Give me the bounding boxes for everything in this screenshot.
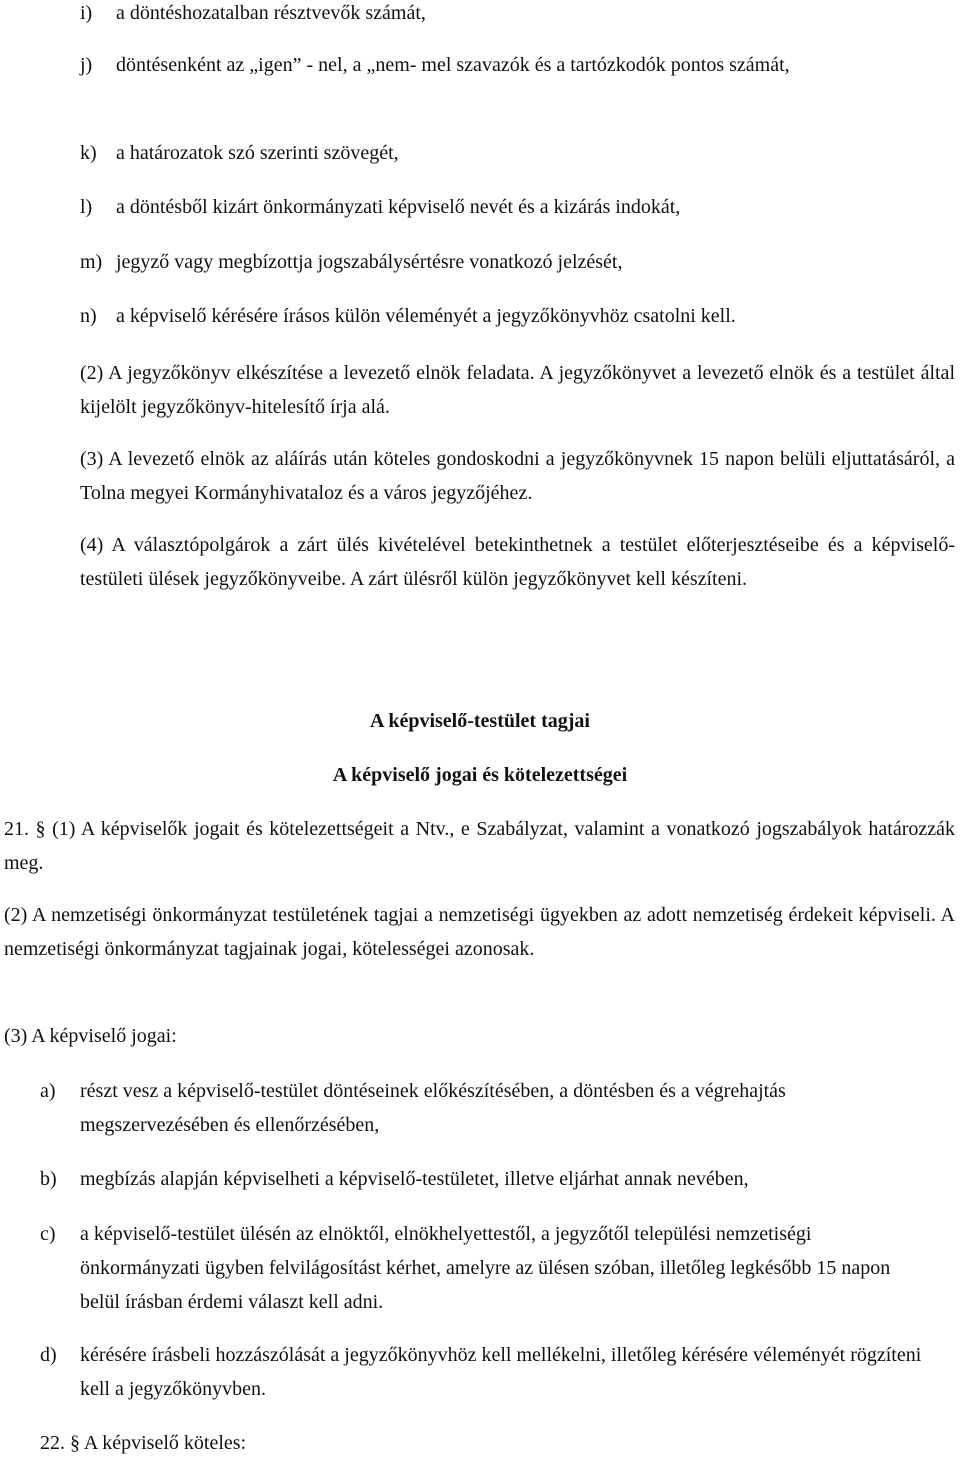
paragraph-4: (4) A választópolgárok a zárt ülés kivételével betekinthetnek a testület előterjesztéseibe és a képviselő-testületi ülések jegyzőkönyveibe. A zárt ülésről külön jegyzőkönyvet kell készíteni. [80, 534, 955, 590]
list-item-b [40, 1162, 940, 1196]
section-subheading: A képviselő jogai és kötelezettségei [332, 764, 628, 786]
list-item-l [80, 190, 955, 224]
list-item-label: m) [80, 251, 103, 273]
list-item-c [40, 1217, 940, 1319]
list-item-label: j) [80, 54, 93, 76]
list-item-label: i) [80, 2, 93, 24]
list-item-i [80, 0, 955, 30]
list-item-n [80, 299, 955, 333]
list-item-text: a döntésből kizárt önkormányzati képviselő nevét és a kizárás indokát, [116, 196, 681, 218]
list-item-k [80, 136, 955, 170]
list-item-d [40, 1338, 940, 1406]
list-item-j [80, 48, 955, 82]
list-item-text: a képviselő-testület ülésén az elnöktől, elnökhelyettestől, a jegyzőtől települési nemzetiségi önkormányzati ügyben felvilágosítást kérhet, amelyre az ülésen szóban, illetőleg legkésőbb 15 napon belül írásban érdemi választ kell adni. [80, 1223, 891, 1313]
list-item-text: kérésére írásbeli hozzászólását a jegyzőkönyvhöz kell mellékelni, illetőleg kérésére véleményét rögzíteni kell a jegyzőkönyvben. [80, 1344, 922, 1400]
list-item-a [40, 1074, 940, 1142]
section-21-paragraph-1: 21. § (1) A képviselők jogait és kötelezettségeit a Ntv., e Szabályzat, valamint a vonatkozó jogszabályok határozzák meg. [4, 818, 955, 874]
list-item-label: c) [40, 1223, 56, 1245]
list-item-label: a) [40, 1080, 56, 1102]
list-item-label: b) [40, 1168, 57, 1190]
list-item-label: d) [40, 1344, 57, 1366]
list-item-text: döntésenként az „igen” - nel, a „nem- mel szavazók és a tartózkodók pontos számát, [116, 54, 790, 76]
paragraph-3: (3) A levezető elnök az aláírás után köteles gondoskodni a jegyzőkönyvnek 15 napon belüli eljuttatásáról, a Tolna megyei Kormányhivataloz és a város jegyzőjéhez. [80, 448, 955, 504]
section-21-paragraph-2: (2) A nemzetiségi önkormányzat testületének tagjai a nemzetiségi ügyekben az adott nemzetiség érdekeit képviseli. A nemzetiségi önkormányzat tagjainak jogai, kötelességei azonosak. [4, 904, 955, 960]
list-item-text: a határozatok szó szerinti szövegét, [116, 142, 399, 164]
list-item-text: a képviselő kérésére írásos külön véleményét a jegyzőkönyvhöz csatolni kell. [116, 305, 736, 327]
list-item-label: l) [80, 196, 93, 218]
list-item-label: k) [80, 142, 97, 164]
section-heading: A képviselő-testület tagjai [370, 710, 590, 732]
list-item-text: a döntéshozatalban résztvevők számát, [116, 2, 426, 24]
paragraph-2: (2) A jegyzőkönyv elkészítése a levezető elnök feladata. A jegyzőkönyvet a levezető elnök és a testület által kijelölt jegyzőkönyv-hitelesítő írja alá. [80, 362, 955, 418]
section-21-paragraph-3: (3) A képviselő jogai: [4, 1025, 177, 1047]
list-item-m [80, 245, 955, 279]
list-item-text: jegyző vagy megbízottja jogszabálysértésre vonatkozó jelzését, [116, 251, 623, 273]
list-item-text: részt vesz a képviselő-testület döntéseinek előkészítésében, a döntésben és a végrehajtás megszervezésében és ellenőrzésében, [80, 1080, 786, 1136]
list-item-text: megbízás alapján képviselheti a képviselő-testületet, illetve eljárhat annak nevében, [80, 1168, 749, 1190]
list-item-label: n) [80, 305, 97, 327]
section-22-heading: 22. § A képviselő köteles: [40, 1432, 247, 1454]
